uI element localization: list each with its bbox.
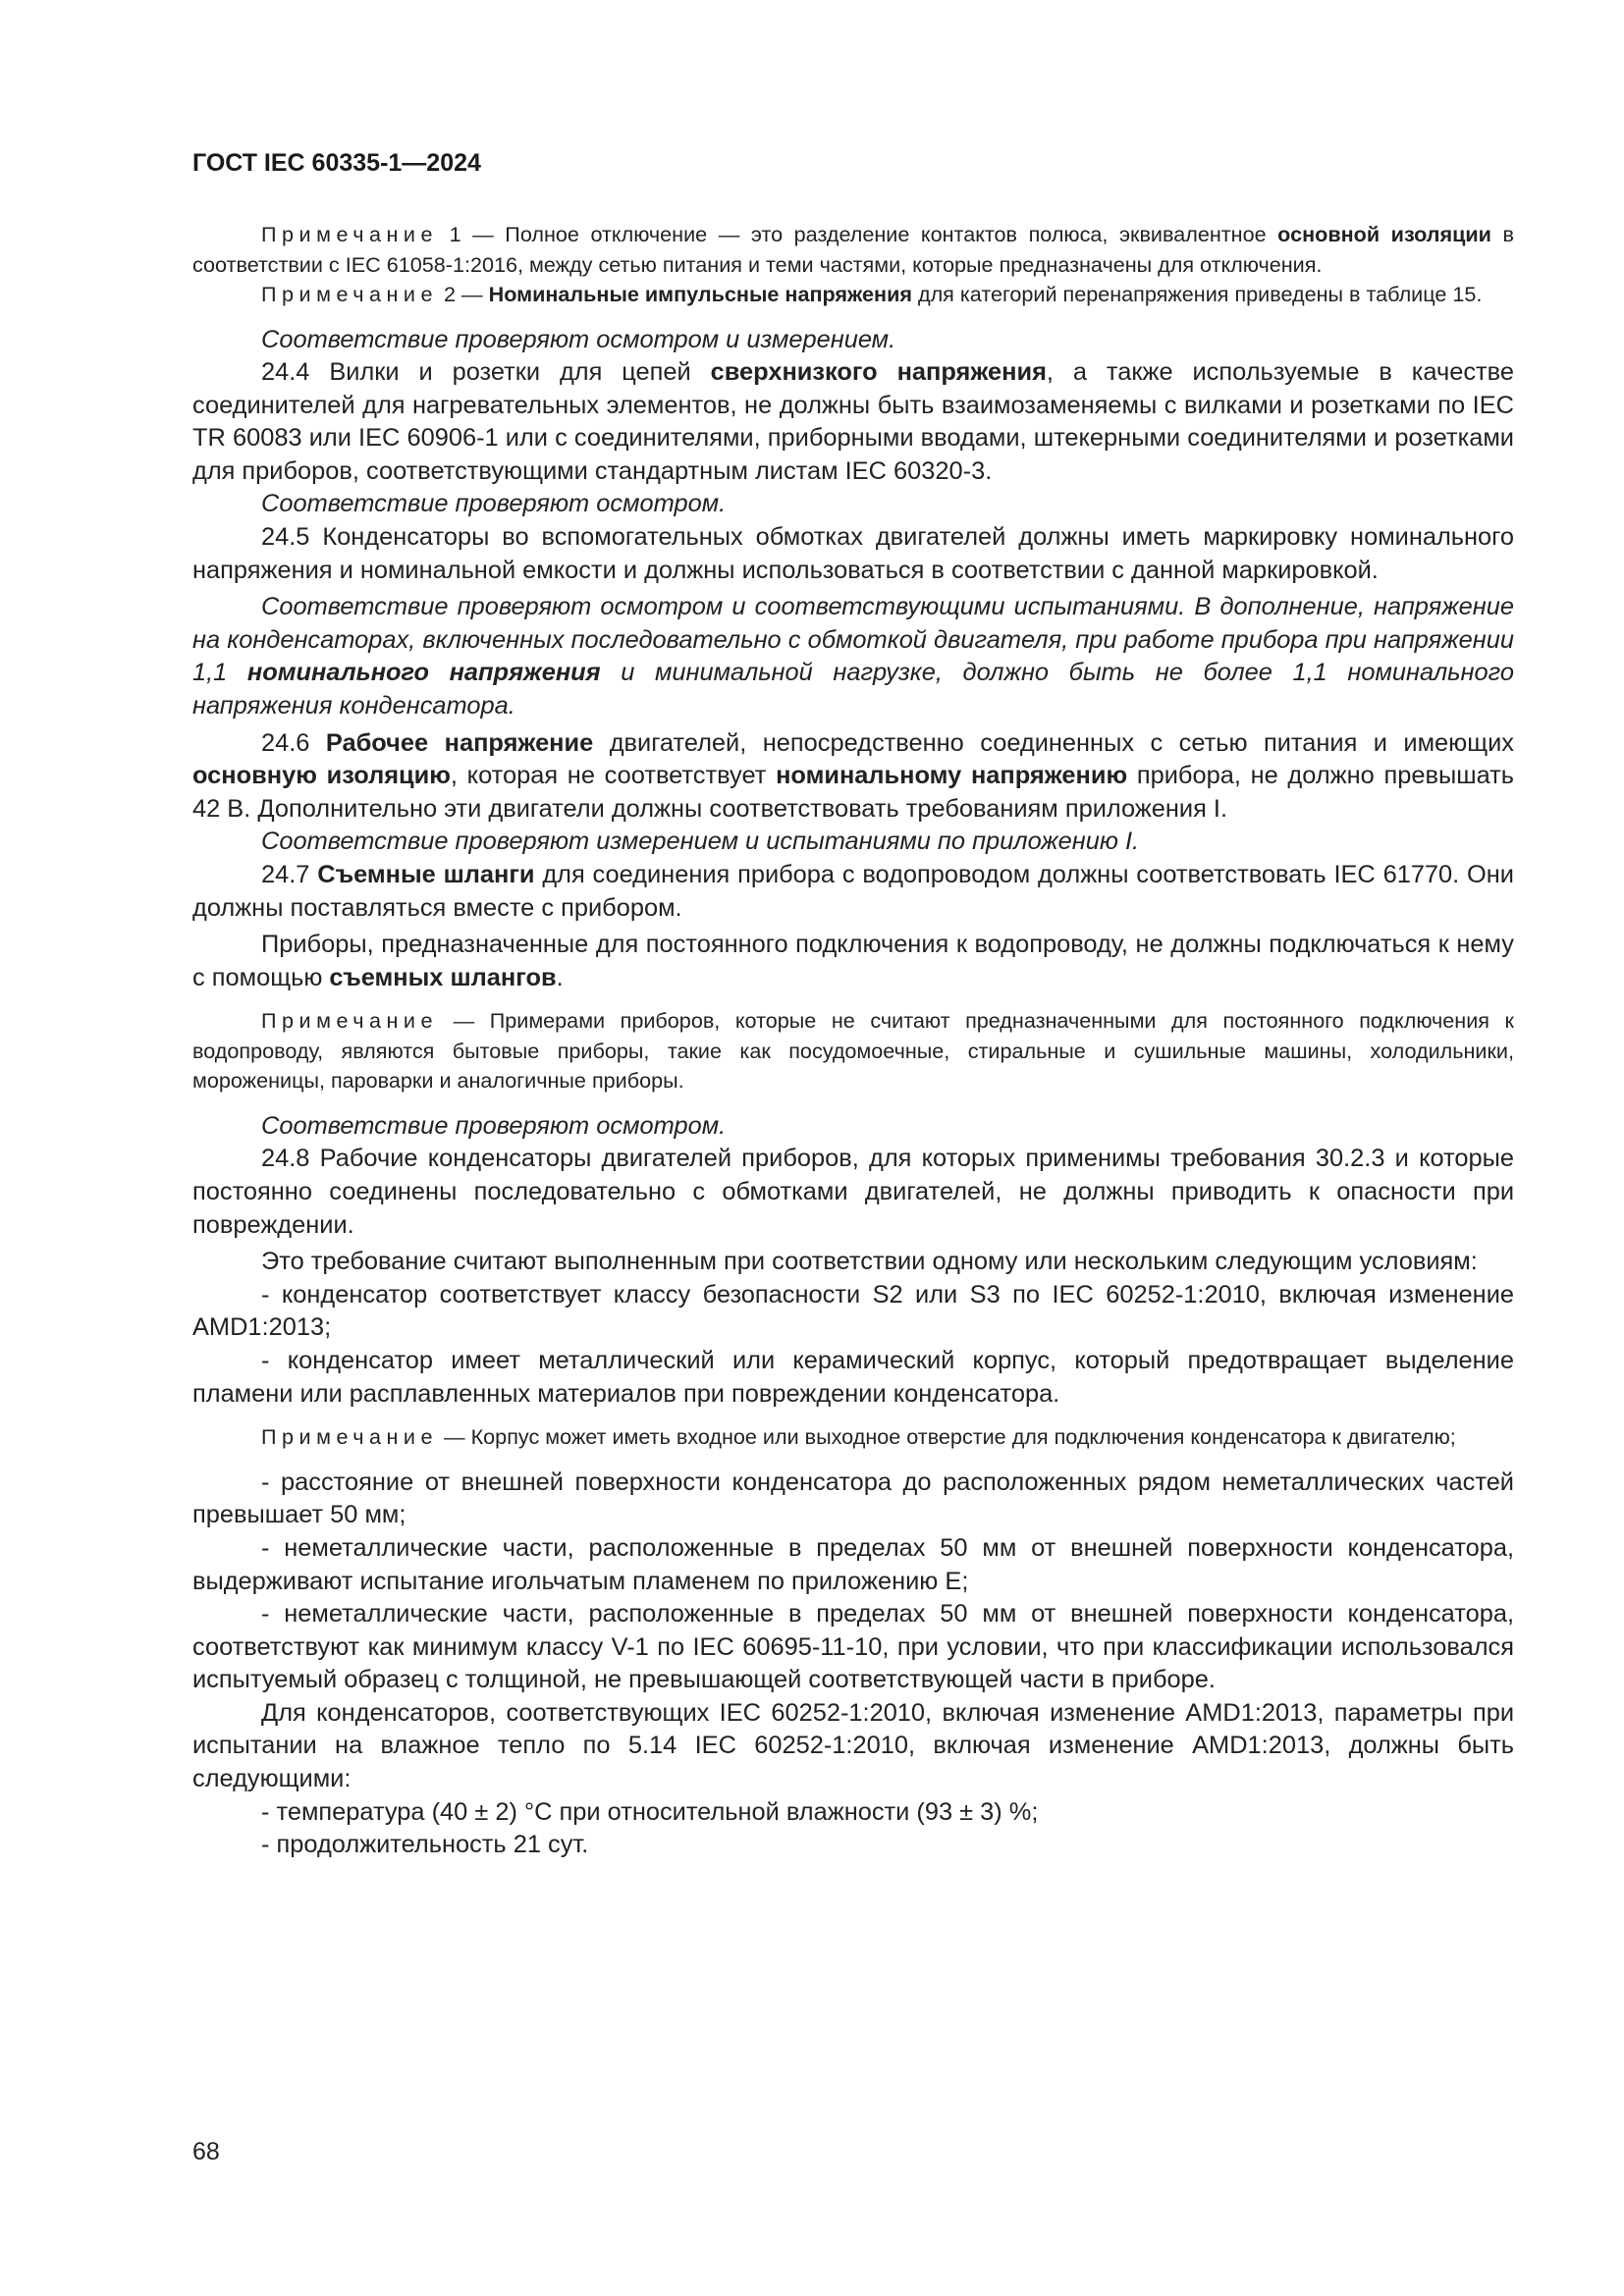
text-run: - температура (40 ± 2) °С при относительной влажности (93 ± 3) %;: [261, 1797, 1039, 1826]
text-run: — Примерами приборов, которые не считают предназначенными для постоянного подключения к водопроводу, являются бытовые приборы, такие как посудомоечные, стиральные и сушильные машины, холодильники, мороженицы, пароварки и аналогичные приборы.: [192, 1008, 1514, 1094]
bold-term: номинального напряжения: [246, 659, 601, 687]
text-run: , которая не соответствует: [450, 762, 777, 790]
body-paragraph: [192, 521, 1514, 587]
body-paragraph: [192, 1697, 1514, 1796]
text-run: , а также используемые в качестве соединителей для нагревательных элементов, не должны быть взаимозаменяемы с вилками и розетками по IEC TR 60083 или IEC 60906-1 или с соединителями, приборными вводами, штекерными соединителями и розетками для приборов, соответствующими стандартным листам IEC 60320-3.: [192, 358, 1514, 485]
text-run: 24.5 Конденсаторы во вспомогательных обмотках двигателей должны иметь маркировку номинального напряжения и номинальной емкости и должны использоваться в соответствии с данной маркировкой.: [192, 523, 1514, 584]
text-run: .: [556, 963, 564, 991]
page-header-title: ГОСТ IEC 60335-1—2024: [192, 149, 481, 177]
text-run: 24.6: [261, 728, 326, 757]
note-label: Примечание: [261, 1424, 438, 1450]
bold-term: сверхнизкого напряжения: [710, 358, 1047, 387]
note-paragraph: [192, 280, 1514, 310]
bold-term: Съемные шланги: [317, 861, 535, 888]
text-run: Соответствие проверяют осмотром.: [261, 1111, 727, 1140]
note-paragraph: [192, 1422, 1514, 1453]
text-run: - конденсатор имеет металлический или керамический корпус, который предотвращает выделение пламени или расплавленных материалов при повреждении конденсатора.: [192, 1347, 1514, 1408]
text-run: Это требование считают выполненным при соответствии одному или нескольким следующим условиям:: [261, 1248, 1478, 1276]
text-run: 24.8 Рабочие конденсаторы двигателей приборов, для которых применимы требования 30.2.3 и которые постоянно соединены последовательно с обмотками двигателей, не должны приводить к опасности при повреждении.: [192, 1145, 1514, 1239]
body-paragraph: [192, 356, 1514, 488]
text-run: в соответствии с IEC 61058-1:2016, между сетью питания и теми частями, которые предназначены для отключения.: [192, 222, 1514, 277]
text-run: 2 —: [438, 282, 489, 306]
text-run: 24.7: [261, 861, 318, 888]
bold-term: основную изоляцию: [192, 762, 451, 790]
text-run: для соединения прибора с водопроводом должны соответствовать IEC 61770. Они должны поставляться вместе с прибором.: [192, 861, 1514, 922]
note-paragraph: [192, 1006, 1514, 1096]
document-body: [192, 220, 1514, 1862]
text-run: Приборы, предназначенные для постоянного подключения к водопроводу, не должны подключаться к нему с помощью: [192, 931, 1514, 991]
body-paragraph: [192, 929, 1514, 994]
bold-term: номинальному напряжению: [776, 762, 1128, 790]
text-run: Соответствие проверяют осмотром и измерением.: [261, 325, 896, 353]
compliance-paragraph: [192, 488, 1514, 521]
note-label: Примечание: [261, 1008, 438, 1034]
note-paragraph: [192, 220, 1514, 280]
body-paragraph: [192, 1598, 1514, 1697]
note-label: Примечание: [261, 282, 438, 306]
bold-term: основной изоляции: [1277, 222, 1491, 246]
body-paragraph: [192, 1467, 1514, 1532]
bold-term: Рабочее напряжение: [325, 728, 594, 757]
text-run: 24.4 Вилки и розетки для цепей: [261, 358, 711, 387]
text-run: Для конденсаторов, соответствующих IEC 60252-1:2010, включая изменение AMD1:2013, параметры при испытании на влажное тепло по 5.14 IEC 60252-1:2010, включая изменение AMD1:2013, должны быть следующими:: [192, 1698, 1514, 1793]
compliance-paragraph: [192, 591, 1514, 722]
body-paragraph: [192, 1143, 1514, 1242]
text-run: - конденсатор соответствует классу безопасности S2 или S3 по IEC 60252-1:2010, включая изменение AMD1:2013;: [192, 1280, 1514, 1342]
note-label: Примечание: [261, 222, 438, 246]
body-paragraph: [192, 859, 1514, 925]
text-run: Соответствие проверяют измерением и испытаниями по приложению I.: [261, 828, 1140, 856]
body-paragraph: [192, 1532, 1514, 1598]
text-run: - неметаллические части, расположенные в пределах 50 мм от внешней поверхности конденсатора, соответствуют как минимум классу V-1 по IEC 60695-11-10, при условии, что при классификации использовался испытуемый образец с толщиной, не превышающей соответствующей части в приборе.: [192, 1600, 1514, 1694]
body-paragraph: [192, 1279, 1514, 1345]
body-paragraph: [192, 1345, 1514, 1411]
text-run: - продолжительность 21 сут.: [261, 1831, 589, 1859]
bold-term: Номинальные импульсные напряжения: [488, 282, 912, 306]
text-run: для категорий перенапряжения приведены в таблице 15.: [911, 282, 1483, 306]
text-run: 1 — Полное отключение — это разделение контактов полюса, эквивалентное: [438, 222, 1278, 246]
text-run: — Корпус может иметь входное или выходное отверстие для подключения конденсатора к двигателю;: [438, 1424, 1456, 1450]
text-run: двигателей, непосредственно соединенных с сетью питания и имеющих: [593, 728, 1514, 757]
compliance-paragraph: [192, 324, 1514, 357]
compliance-paragraph: [192, 1110, 1514, 1144]
body-paragraph: [192, 727, 1514, 827]
body-paragraph: [192, 1796, 1514, 1830]
body-paragraph: [192, 1829, 1514, 1862]
page-number: 68: [192, 2138, 220, 2165]
text-run: прибора, не должно превышать 42 В. Дополнительно эти двигатели должны соответствовать требованиям приложения I.: [192, 762, 1514, 823]
body-paragraph: [192, 1246, 1514, 1279]
text-run: и минимальной нагрузке, должно быть не более 1,1 номинального напряжения конденсатора.: [192, 659, 1514, 721]
compliance-paragraph: [192, 826, 1514, 859]
text-run: Соответствие проверяют осмотром.: [261, 490, 727, 518]
text-run: Соответствие проверяют осмотром и соответствующими испытаниями. В дополнение, напряжение на конденсаторах, включенных последовательно с обмоткой двигателя, при работе прибора при напряжении 1,1: [192, 593, 1514, 687]
bold-term: съемных шлангов: [329, 963, 557, 991]
text-run: - расстояние от внешней поверхности конденсатора до расположенных рядом неметаллических частей превышает 50 мм;: [192, 1468, 1514, 1529]
text-run: - неметаллические части, расположенные в пределах 50 мм от внешней поверхности конденсатора, выдерживают испытание игольчатым пламенем по приложению E;: [192, 1533, 1514, 1595]
